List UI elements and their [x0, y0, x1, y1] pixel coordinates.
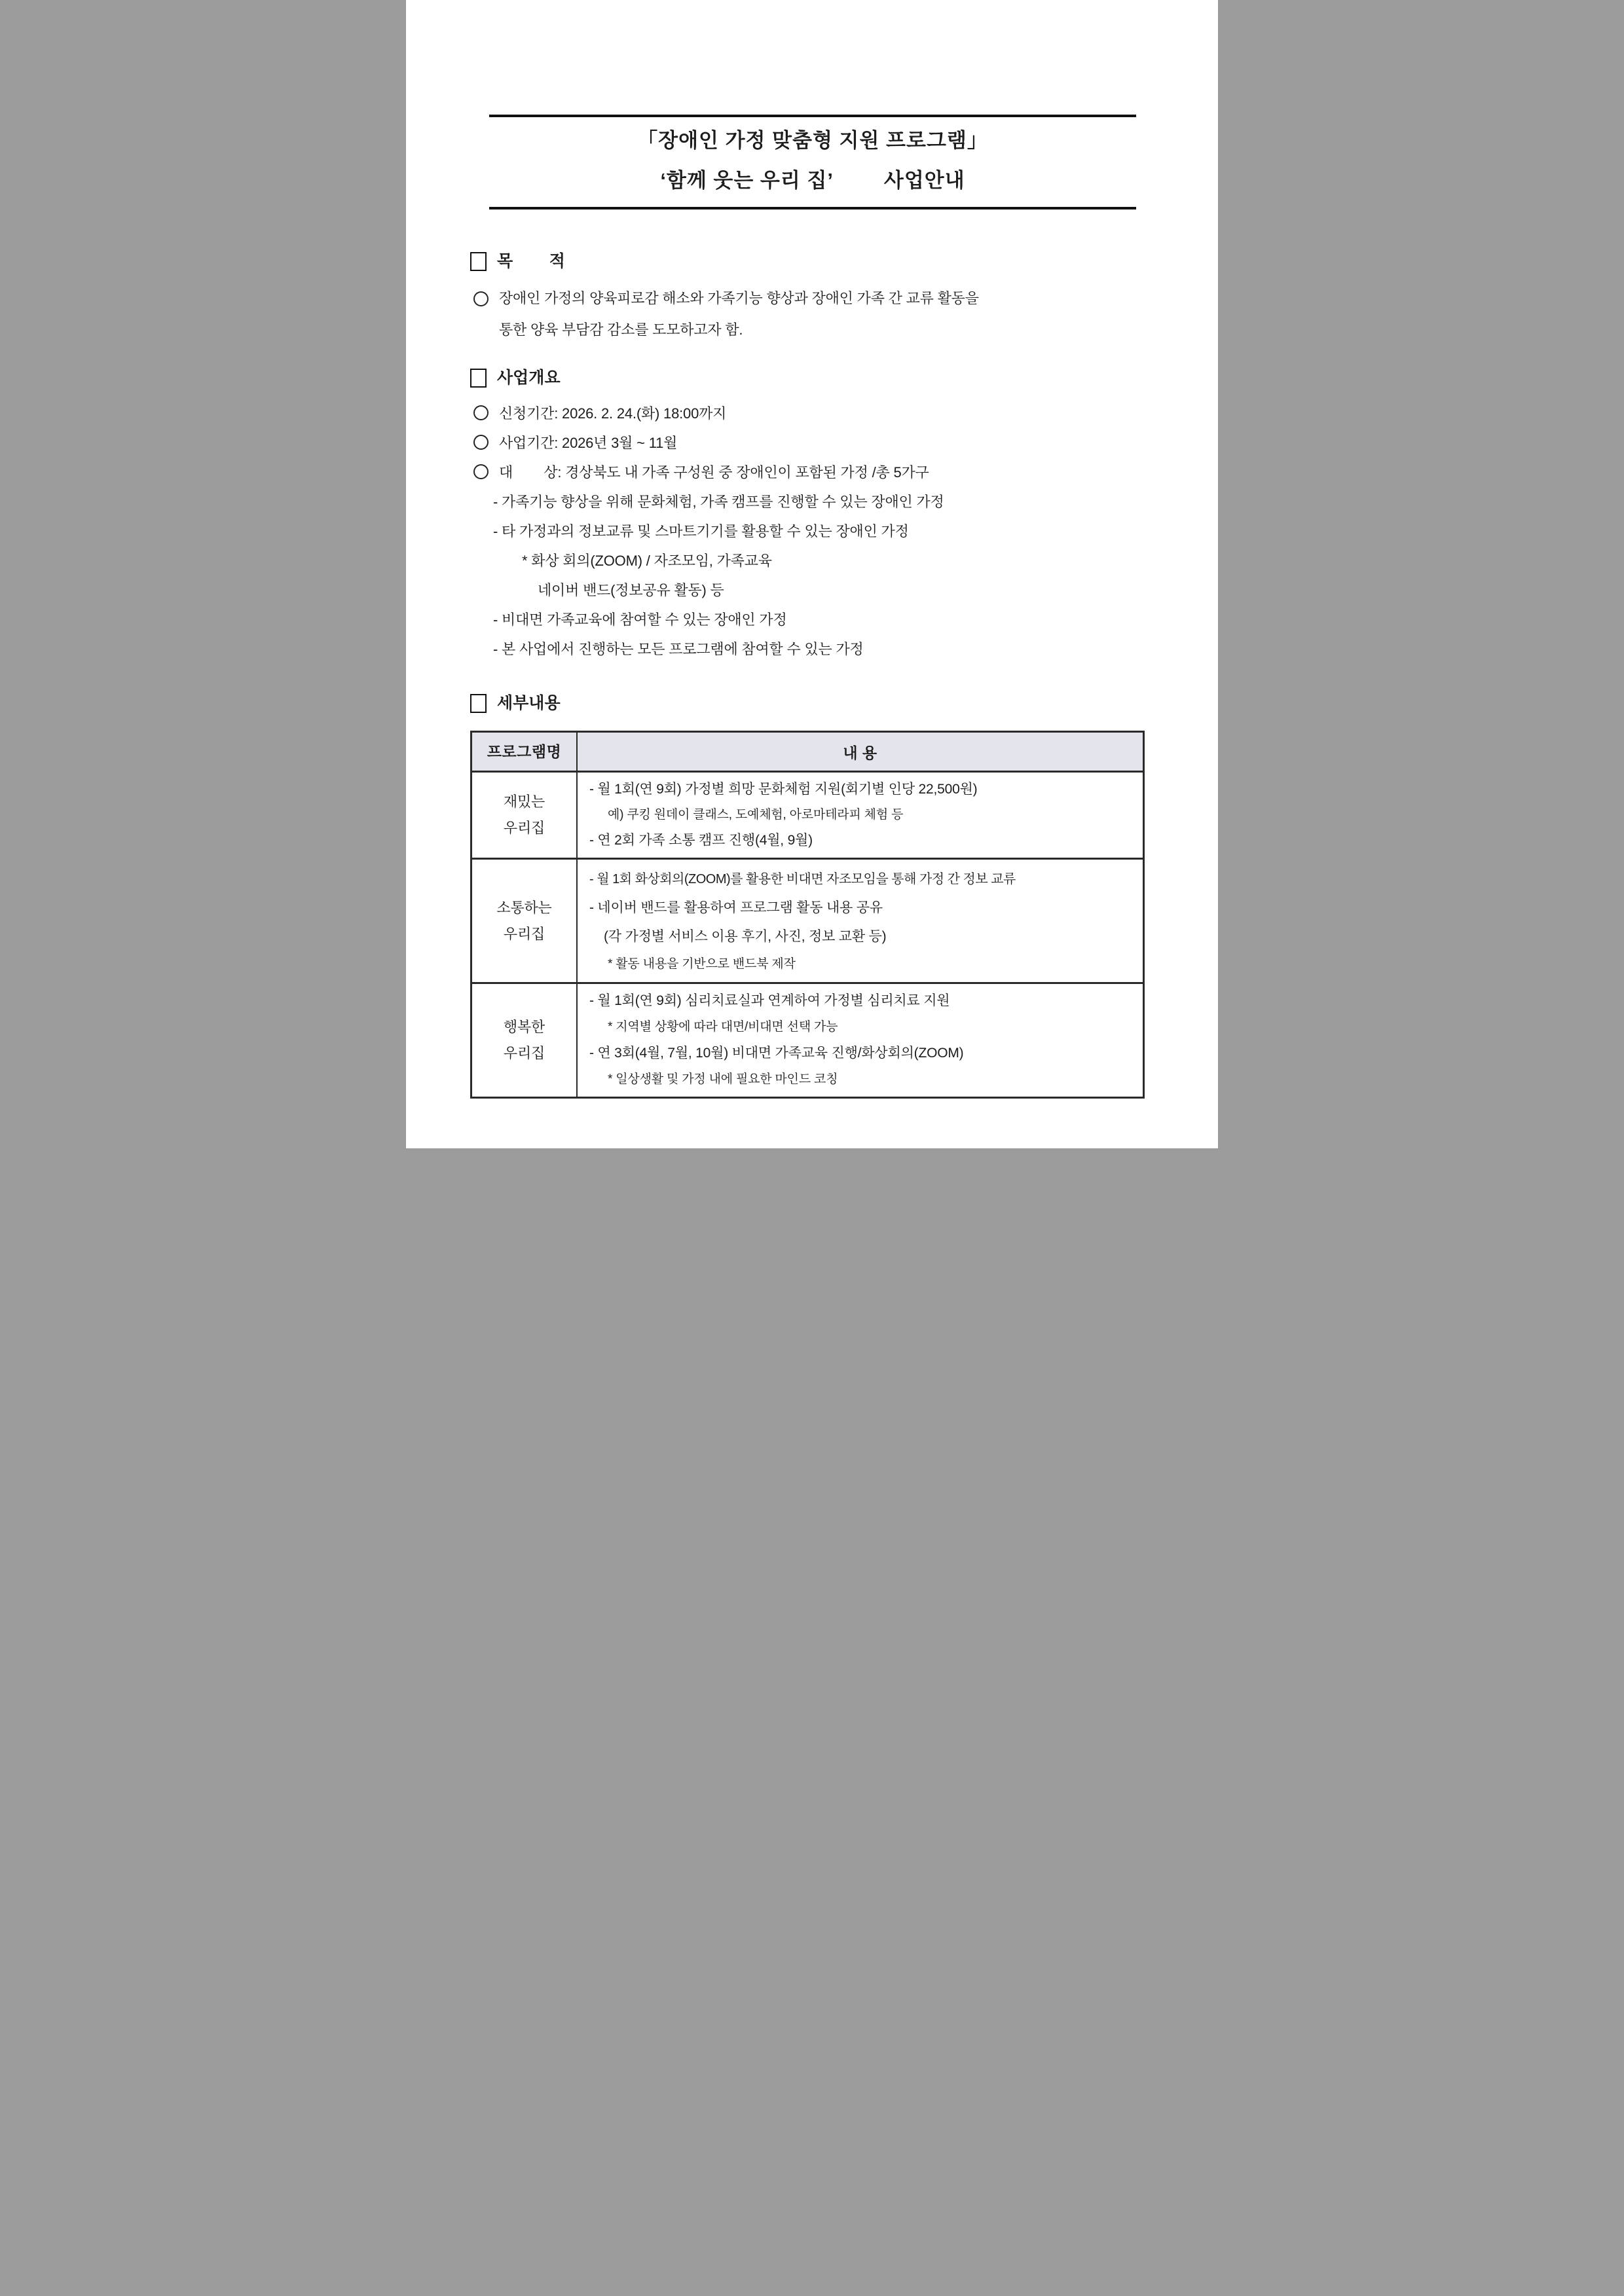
- overview-note-line: [406, 545, 1218, 575]
- section-heading-overview: [470, 367, 1218, 389]
- overview-list: [406, 398, 1218, 663]
- document-title-line1: 「장애인 가정 맞춤형 지원 프로그램」: [637, 129, 988, 152]
- table-content-line: - 월 1회 화상회의(ZOOM)를 활용한 비대면 자조모임을 통해 가정 간 정보 교류: [589, 871, 1016, 886]
- overview-line-target: [406, 457, 1218, 486]
- empty-square-icon: [470, 369, 487, 388]
- section-heading-overview-label: 사업개요: [497, 369, 561, 387]
- table-header-row: [472, 733, 1143, 771]
- overview-note-continuation: [406, 575, 1218, 604]
- purpose-text-line1: 장애인 가정의 양육피로감 해소와 가족기능 향상과 장애인 가족 간 교류 활동을: [499, 290, 979, 306]
- overview-line-text: 네이버 밴드(정보공유 활동) 등: [538, 582, 724, 598]
- purpose-text-line2: 통한 양육 부담감 감소를 도모하고자 함.: [499, 321, 743, 338]
- program-name-line: 우리집: [503, 1045, 545, 1061]
- program-name-line: 우리집: [503, 820, 545, 836]
- overview-line-text: * 화상 회의(ZOOM) / 자조모임, 가족교육: [522, 553, 772, 569]
- table-content-line: (각 가정별 서비스 이용 후기, 사진, 정보 교환 등): [604, 928, 887, 944]
- program-content-cell: [578, 860, 1143, 982]
- table-content-line: - 월 1회(연 9회) 가정별 희망 문화체험 지원(회기별 인당 22,500원): [589, 782, 978, 797]
- section-heading-purpose: [470, 250, 1218, 272]
- table-content-line: - 월 1회(연 9회) 심리치료실과 연계하여 가정별 심리치료 지원: [589, 993, 950, 1008]
- empty-square-icon: [470, 252, 487, 271]
- program-name-cell: [472, 984, 578, 1097]
- empty-square-icon: [470, 694, 487, 713]
- empty-circle-icon: [473, 405, 489, 420]
- overview-line-text: 대 상: 경상북도 내 가족 구성원 중 장애인이 포함된 가정 /총 5가구: [499, 464, 929, 481]
- overview-subline: [406, 604, 1218, 634]
- table-row: [472, 771, 1143, 858]
- table-header-content: 내 용: [843, 744, 877, 761]
- section-heading-details: [470, 692, 1218, 714]
- overview-subline: [406, 486, 1218, 516]
- empty-circle-icon: [473, 464, 489, 479]
- table-content-line: 예) 쿠킹 원데이 클래스, 도예체험, 아로마테라피 체험 등: [608, 808, 904, 822]
- overview-line-application-period: [406, 398, 1218, 428]
- overview-line-text: 신청기간: 2026. 2. 24.(화) 18:00까지: [499, 405, 727, 422]
- table-content-line: * 일상생활 및 가정 내에 필요한 마인드 코칭: [608, 1072, 838, 1086]
- table-content-line: - 네이버 밴드를 활용하여 프로그램 활동 내용 공유: [589, 900, 883, 915]
- program-name-line: 우리집: [503, 925, 545, 942]
- overview-line-text: - 비대면 가족교육에 참여할 수 있는 장애인 가정: [493, 611, 787, 628]
- purpose-bullet: [473, 283, 1218, 346]
- section-heading-purpose-label: 목 적: [497, 252, 565, 270]
- document-title-block: [489, 115, 1136, 210]
- overview-line-project-period: [406, 428, 1218, 457]
- table-content-line: * 지역별 상황에 따라 대면/비대면 선택 가능: [608, 1020, 838, 1034]
- purpose-text: [499, 283, 979, 346]
- empty-circle-icon: [473, 291, 489, 306]
- section-heading-details-label: 세부내용: [497, 694, 561, 712]
- document-title-line2: ‘함께 웃는 우리 집’ 사업안내: [660, 169, 965, 192]
- overview-line-text: - 타 가정과의 정보교류 및 스마트기기를 활용할 수 있는 장애인 가정: [493, 523, 909, 539]
- program-name-cell: [472, 860, 578, 982]
- empty-circle-icon: [473, 435, 489, 450]
- program-content-cell: [578, 773, 1143, 858]
- program-name-line: 재밌는: [503, 793, 545, 810]
- table-header-program-name: 프로그램명: [472, 733, 578, 771]
- overview-line-text: - 가족기능 향상을 위해 문화체험, 가족 캠프를 진행할 수 있는 장애인 가정: [493, 494, 944, 510]
- overview-line-text: 사업기간: 2026년 3월 ~ 11월: [499, 435, 678, 451]
- program-name-line: 소통하는: [496, 899, 552, 916]
- program-content-cell: [578, 984, 1143, 1097]
- overview-subline: [406, 634, 1218, 663]
- table-row: [472, 858, 1143, 982]
- table-content-line: - 연 3회(4월, 7월, 10월) 비대면 가족교육 진행/화상회의(ZOOM): [589, 1046, 964, 1061]
- details-table: [470, 731, 1145, 1099]
- program-name-cell: [472, 773, 578, 858]
- program-name-line: 행복한: [503, 1019, 545, 1035]
- table-content-line: * 활동 내용을 기반으로 밴드북 제작: [608, 957, 796, 971]
- document-page: [406, 0, 1218, 1148]
- overview-subline: [406, 516, 1218, 545]
- table-content-line: - 연 2회 가족 소통 캠프 진행(4월, 9월): [589, 833, 813, 848]
- table-row: [472, 982, 1143, 1097]
- overview-line-text: - 본 사업에서 진행하는 모든 프로그램에 참여할 수 있는 가정: [493, 641, 864, 657]
